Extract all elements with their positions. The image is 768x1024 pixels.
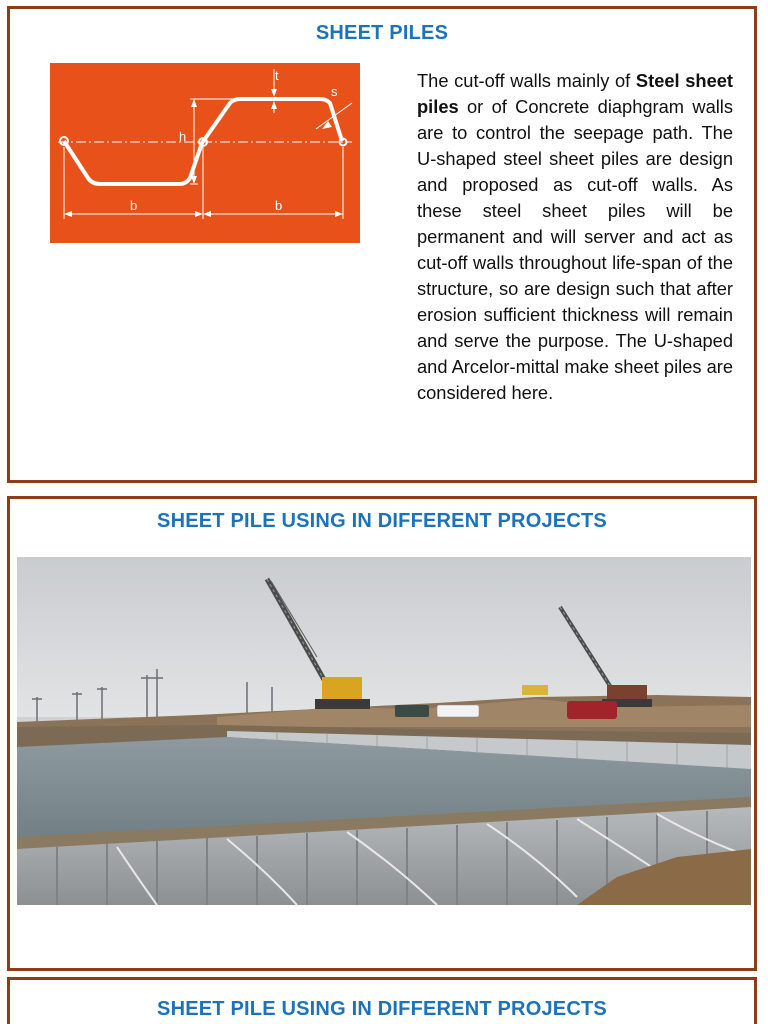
- b-left-label: b: [130, 198, 138, 213]
- excavator: [522, 685, 548, 695]
- construction-site-photo: [17, 557, 751, 905]
- b-right-arrow-end: [335, 211, 343, 217]
- truck-red: [567, 701, 617, 719]
- h-arrow-top: [191, 99, 197, 107]
- section-title: SHEET PILE USING IN DIFFERENT PROJECTS: [157, 998, 607, 1020]
- projects-panel: [7, 496, 757, 971]
- description-intro: The cut-off walls mainly of: [417, 70, 636, 91]
- photo-illustration: [17, 557, 751, 905]
- h-label: h: [179, 129, 187, 144]
- s-arrow: [322, 121, 332, 129]
- b-left-arrow-end: [195, 211, 203, 217]
- projects-panel-continued: [7, 977, 757, 1024]
- h-arrow-bottom: [191, 176, 197, 184]
- t-arrow-top: [271, 89, 277, 97]
- section-title: SHEET PILE USING IN DIFFERENT PROJECTS: [157, 510, 607, 532]
- s-label: s: [331, 84, 338, 99]
- b-right-arrow-start: [203, 211, 211, 217]
- truck-white: [437, 705, 479, 717]
- sheet-piles-description: [417, 68, 733, 406]
- b-right-label: b: [275, 198, 283, 213]
- profile-drawing: [50, 63, 360, 243]
- description-bold: Steel sheet piles: [417, 70, 734, 117]
- section-title: SHEET PILES: [315, 22, 449, 44]
- truck-dark: [395, 705, 429, 717]
- description-rest: or of Concrete diaphgram walls are to control the seepage path. The U-shaped steel sheet piles are design and proposed as cut-off walls. As these steel sheet piles will be permanent and will server and act as cut-off walls throughout life-span of the structure, so are design such that after erosion sufficient thickness will remain and serve the purpose. The U-shaped and Arcelor-mittal make sheet piles are considered here.: [417, 96, 734, 403]
- sheet-piles-panel: [7, 6, 757, 483]
- sheet-pile-profile-diagram: [50, 63, 360, 243]
- t-label: t: [275, 68, 279, 83]
- b-left-arrow-start: [64, 211, 72, 217]
- s-dimension-line: [316, 103, 352, 129]
